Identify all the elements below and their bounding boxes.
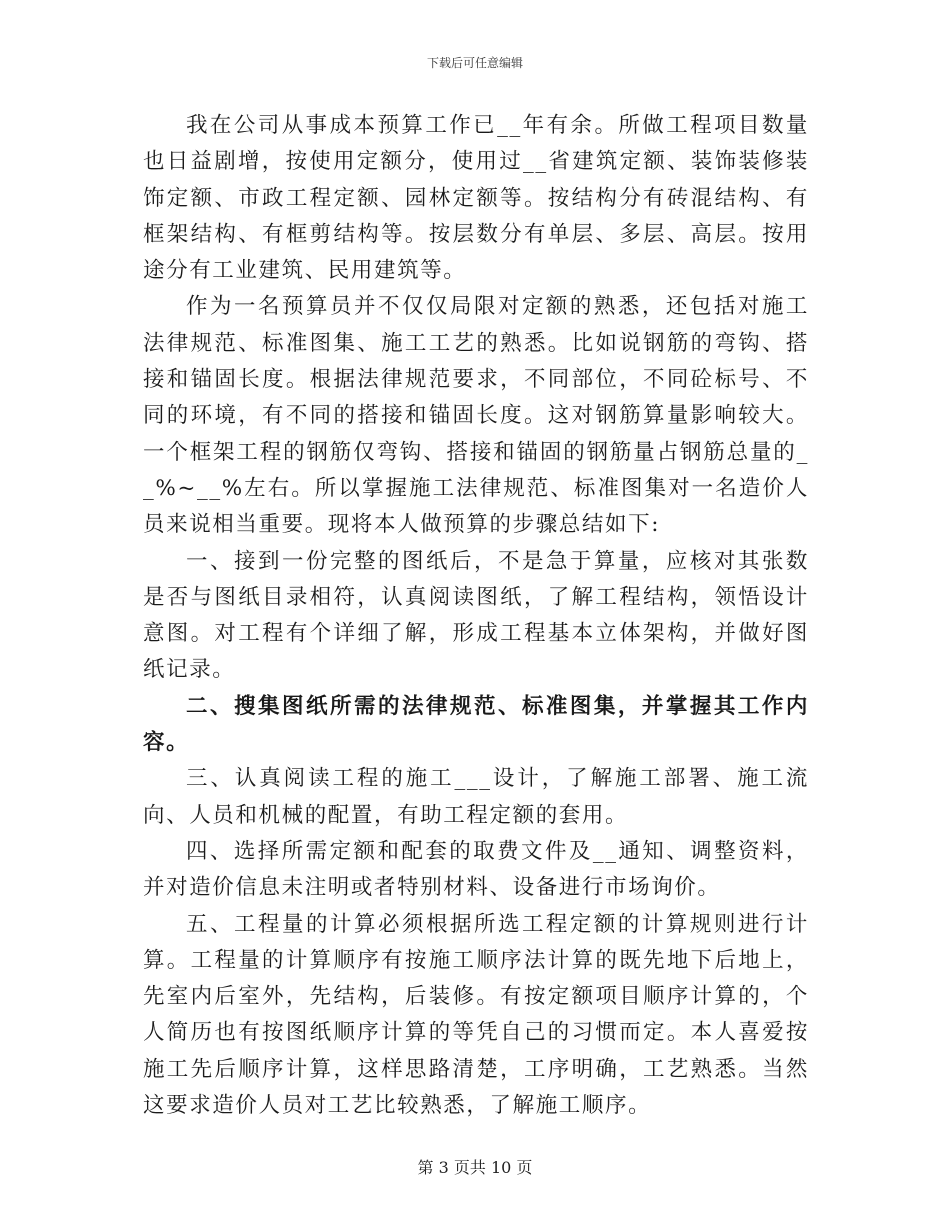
page-number-footer: 第 3 页共 10 页 xyxy=(417,1158,533,1177)
paragraph-6: 四、选择所需定额和配套的取费文件及__通知、调整资料，并对造价信息未注明或者特别材料、设备进行市场询价。 xyxy=(143,838,809,901)
paragraph-3: 一、接到一份完整的图纸后，不是急于算量，应核对其张数是否与图纸目录相符，认真阅读图纸，了解工程结构，领悟设计意图。对工程有个详细了解，形成工程基本立体架构，并做好图纸记录。 xyxy=(143,548,809,683)
paragraph-1: 我在公司从事成本预算工作已__年有余。所做工程项目数量也日益剧增，按使用定额分，使用过__省建筑定额、装饰装修装饰定额、市政工程定额、园林定额等。按结构分有砖混结构、有框架结构、有框剪结构等。按层数分有单层、多层、高层。按用途分有工业建筑、民用建筑等。 xyxy=(143,113,809,284)
document-body xyxy=(143,108,809,1124)
paragraph-5: 三、认真阅读工程的施工___设计，了解施工部署、施工流向、人员和机械的配置，有助工程定额的套用。 xyxy=(143,766,809,828)
page-header: 下载后可任意编辑 xyxy=(426,56,523,70)
paragraph-7: 五、工程量的计算必须根据所选工程定额的计算规则进行计算。工程量的计算顺序有按施工顺序法计算的既先地下后地上，先室内后室外，先结构，后装修。有按定额项目顺序计算的，个人简历也有按图纸顺序计算的等凭自己的习惯而定。本人喜爱按施工先后顺序计算，这样思路清楚，工序明确，工艺熟悉。当然这要求造价人员对工艺比较熟悉，了解施工顺序。 xyxy=(143,911,809,1119)
paragraph-4-bold: 二、搜集图纸所需的法律规范、标准图集，并掌握其工作内容。 xyxy=(143,693,809,756)
paragraph-2: 作为一名预算员并不仅仅局限对定额的熟悉，还包括对施工法律规范、标准图集、施工工艺的熟悉。比如说钢筋的弯钩、搭接和锚固长度。根据法律规范要求，不同部位，不同砼标号、不同的环境，有不同的搭接和锚固长度。这对钢筋算量影响较大。一个框架工程的钢筋仅弯钩、搭接和锚固的钢筋量占钢筋总量的__%~__%左右。所以掌握施工法律规范、标准图集对一名造价人员来说相当重要。现将本人做预算的步骤总结如下: xyxy=(143,294,809,538)
